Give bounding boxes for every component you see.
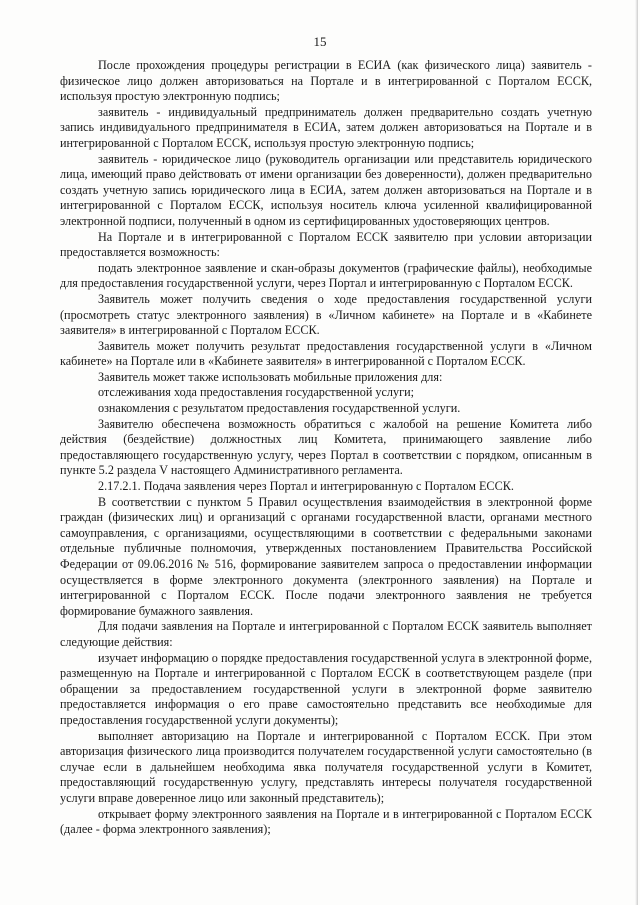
paragraph-actions-intro: Для подачи заявления на Портале и интегрированной с Порталом ЕССК заявитель выполняет следующие действия: [60,619,592,649]
paragraph-status-info: Заявитель может получить сведения о ходе предоставления государственной услуги (просмотреть статус электронного заявления) в «Личном кабинете» на Портале и в «Кабинете заявителя» в интегрированной с Порталом ЕССК. [60,291,592,338]
paragraph-result: Заявитель может получить результат предоставления государственной услуги в «Личном кабинете» на Портале или в «Кабинете заявителя» в интегрированной с Порталом ЕССК. [60,338,592,369]
paragraph-mobile-apps: Заявитель может также использовать мобильные приложения для: [98,369,443,384]
list-item-study-info: изучает информацию о порядке предоставления государственной услуга в электронной форме, размещенную на Портале и интегрированной с Порталом ЕССК в соответствующем разделе (при обращении за предоставлением государственной услуги в электронной форме заявителю предоставляется информация о его праве самостоятельно представить все необходимые для предоставления государственной услуги документы); [60,650,592,727]
paragraph-entrepreneur: заявитель - индивидуальный предприниматель должен предварительно создать учетную запись индивидуального предпринимателя в ЕСИА, затем должен авторизоваться на Портале и в интегрированной с Порталом ЕССК, используя простую электронную подпись; [60,104,592,150]
list-item-tracking: отслеживания хода предоставления государственной услуги; [98,385,415,400]
paragraph-legal-entity: заявитель - юридическое лицо (руководитель организации или представитель юридического лица, имеющий право действовать от имени организации без доверенности), должен предварительно создать учетную запись юридического лица в ЕСИА, затем должен авторизоваться на Портале и в интегрированной с Порталом ЕССК, используя носитель ключа усиленной квалифицированной электронной подписи, полученный в одном из сертифицированных удостоверяющих центров. [60,151,592,228]
section-heading-2-17-2-1: 2.17.2.1. Подача заявления через Портал и интегрированную с Порталом ЕССК. [98,479,514,494]
paragraph-submit-application: подать электронное заявление и скан-образы документов (графические файлы), необходимые для предоставления государственной услуги, через Портал и интегрированную с Порталом ЕССК. [60,260,592,291]
paragraph-esia-physical: После прохождения процедуры регистрации в ЕСИА (как физического лица) заявитель - физическое лицо должен авторизоваться на Портале и в интегрированной с Порталом ЕССК, используя простую электронную подпись; [60,58,592,104]
paragraph-portal-possibility: На Портале и в интегрированной с Порталом ЕССК заявителю при условии авторизации предоставляется возможность: [60,229,592,260]
paragraph-complaint: Заявителю обеспечена возможность обратиться с жалобой на решение Комитета либо действия (бездействие) должностных лиц Комитета, принимающего заявление либо предоставляющего государственную услугу, через Портал в соответствии с порядком, описанным в пункте 5.2 раздела V настоящего Административного регламента. [60,416,592,478]
page-number: 15 [313,34,327,49]
list-item-authorization: выполняет авторизацию на Портале и интегрированной с Порталом ЕССК. При этом авторизация физического лица производится получателем государственной услуги самостоятельно (в случае если в дальнейшем необходима явка получателя государственной услуги в Комитет, предоставляющий государственную услугу, представлять интересы получателя государственной услуги вправе доверенное лицо или законный представитель); [60,728,592,805]
list-item-open-form: открывает форму электронного заявления на Портале и в интегрированной с Порталом ЕССК (далее - форма электронного заявления); [60,806,592,837]
paragraph-rules-point-5: В соответствии с пунктом 5 Правил осуществления взаимодействия в электронной форме граждан (физических лиц) и организаций с органами государственной власти, органами местного самоуправления, с организациями, осуществляющими в соответствии с федеральными законами отдельные публичные полномочия, утвержденных постановлением Правительства Российской Федерации от 09.06.2016 № 516, формирование заявителем запроса о предоставлении информации осуществляется в форме электронного документа (электронного заявления) на Портале и интегрированной с Порталом ЕССК. После подачи электронного заявления не требуется формирование бумажного заявления. [60,494,592,618]
document-body [60,58,592,838]
scan-edge-shadow [635,0,638,905]
list-item-result-review: ознакомления с результатом предоставления государственной услуги. [98,401,461,416]
